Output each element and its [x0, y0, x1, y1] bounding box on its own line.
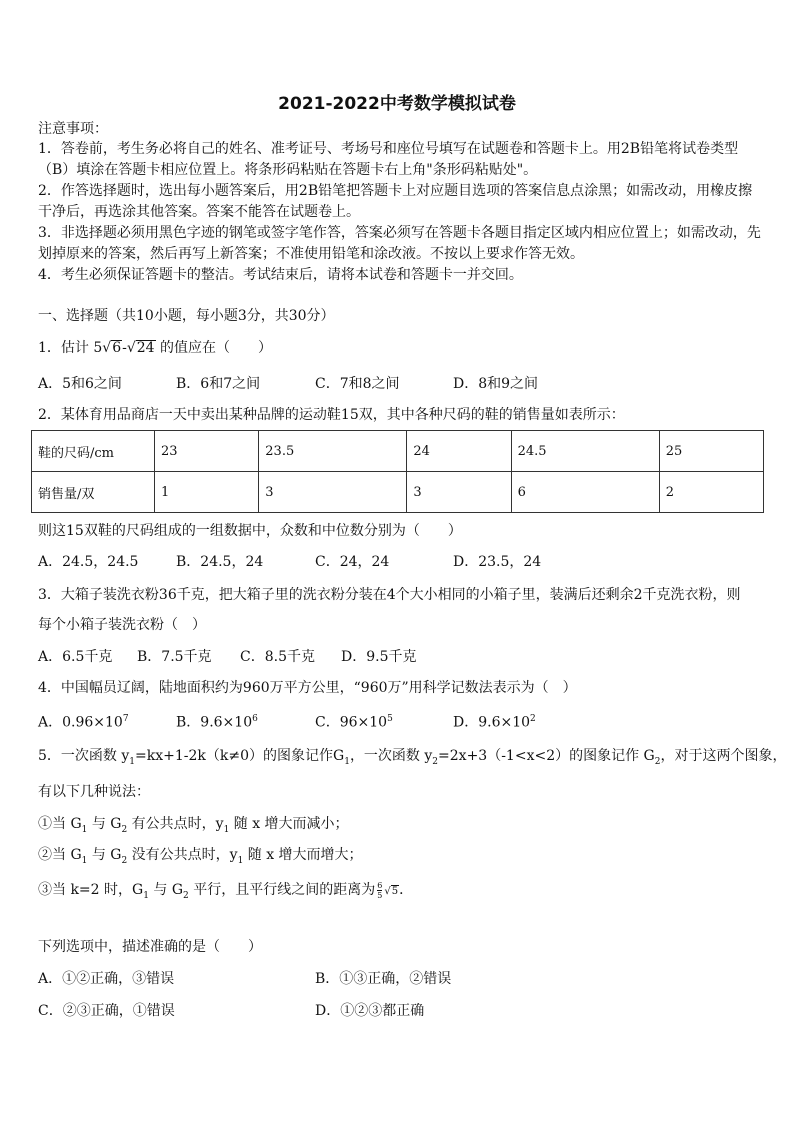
option-text: A．0.96×10	[38, 714, 123, 731]
subscript: 1	[223, 824, 230, 835]
subscript: 1	[344, 756, 350, 767]
notice-line: 1．答卷前，考生务必将自己的姓名、准考证号、考场号和座位号填写在试题卷和答题卡上。用2B铅笔将试卷类型	[38, 141, 739, 157]
table-cell: 24	[407, 431, 511, 472]
option-a[interactable]: A．5和6之间	[38, 376, 122, 392]
table-cell: 3	[407, 472, 511, 513]
statement-2	[38, 846, 363, 870]
statement-1	[38, 815, 349, 839]
notice-line: 干净后，再选涂其他答案。答案不能答在试题卷上。	[38, 204, 360, 220]
text: 有公共点时，y	[127, 816, 224, 832]
table-cell: 23	[155, 431, 259, 472]
table-cell: 25	[659, 431, 763, 472]
subscript: 1	[129, 756, 136, 767]
text: ，一次函数 y	[349, 748, 433, 764]
notice-line: 2．作答选择题时，选出每小题答案后，用2B铅笔把答题卡上对应题目选项的答案信息点涂黑；如需改动，用橡皮擦	[38, 183, 753, 199]
table-cell: 1	[155, 472, 259, 513]
table-cell: 3	[259, 472, 407, 513]
q1-suffix: 的值应在（ ）	[155, 340, 273, 356]
option-c[interactable]: C．7和8之间	[315, 376, 400, 392]
notice-line: 4．考生必须保证答题卡的整洁。考试结束后，请将本试卷和答题卡一并交回。	[38, 267, 523, 283]
option-b[interactable]: B．7.5千克	[137, 649, 212, 665]
page-title: 2021-2022中考数学模拟试卷	[278, 94, 516, 114]
exponent: 6	[252, 714, 258, 724]
subscript: 1	[81, 855, 88, 866]
text: 随 x 增大而增大；	[243, 847, 363, 863]
option-d[interactable]: D．8和9之间	[453, 376, 539, 392]
subscript: 1	[237, 855, 244, 866]
option-a[interactable]: A．6.5千克	[38, 649, 113, 665]
question-2-stem: 2．某体育用品商店一天中卖出某种品牌的运动鞋15双，其中各种尺码的鞋的销售量如表所示：	[38, 407, 625, 423]
subscript: 2	[121, 855, 128, 866]
option-b[interactable]: B．①③正确，②错误	[315, 971, 452, 987]
text: ②当 G	[38, 847, 82, 863]
fraction-numerator: 6	[377, 880, 383, 890]
notice-heading: 注意事项：	[38, 121, 108, 137]
option-a[interactable]	[38, 710, 129, 732]
exponent: 5	[387, 714, 393, 724]
question-3-stem: 3．大箱子装洗衣粉36千克，把大箱子里的洗衣粉分装在4个大小相同的小箱子里，装满后还剩余2千克洗衣粉，则	[38, 587, 741, 603]
radicand: 6	[112, 340, 122, 356]
question-4-stem: 4．中国幅员辽阔，陆地面积约为960万平方公里，“960万”用科学记数法表示为（ ）	[38, 680, 577, 696]
text: 与 G	[87, 847, 122, 863]
shoe-size-table	[31, 430, 764, 513]
option-b[interactable]: B．24.5，24	[176, 554, 264, 570]
exponent: 2	[530, 714, 536, 724]
notice-line: 划掉原来的答案，然后再写上新答案；不准使用铅笔和涂改液。不按以上要求作答无效。	[38, 246, 584, 262]
text: ．	[399, 882, 414, 898]
option-c[interactable]	[315, 710, 393, 732]
option-d[interactable]: D．9.5千克	[341, 649, 417, 665]
statement-3	[38, 878, 413, 908]
option-b[interactable]	[176, 710, 258, 732]
table-header-cell: 鞋的尺码/cm	[32, 431, 155, 472]
table-row	[32, 431, 764, 472]
sqrt-sign: √	[102, 340, 112, 356]
option-text: D．9.6×10	[453, 714, 531, 731]
notice-line: 3．非选择题必须用黑色字迹的钢笔或签字笔作答，答案必须写在答题卡各题目指定区域内相应位置上；如需改动，先	[38, 225, 761, 241]
option-a[interactable]: A．①②正确，③错误	[38, 971, 175, 987]
fraction-denominator: 5	[377, 890, 383, 900]
q1-prefix: 1．估计 5	[38, 340, 103, 356]
text: =2x+3（-1<x<2）的图象记作 G	[438, 748, 655, 764]
question-5-ask: 下列选项中，描述准确的是（ ）	[38, 939, 262, 955]
subscript: 2	[432, 756, 439, 767]
exponent: 7	[122, 714, 129, 724]
table-row	[32, 472, 764, 513]
text: ③当 k=2 时，G	[38, 882, 144, 898]
text: ①当 G	[38, 816, 82, 832]
option-text: C．96×10	[315, 714, 388, 731]
notice-line: （B）填涂在答题卡相应位置上。将条形码粘贴在答题卡右上角"条形码粘贴处"。	[38, 162, 538, 178]
question-1-stem	[38, 339, 272, 357]
option-c[interactable]: C．24，24	[315, 554, 390, 570]
option-b[interactable]: B．6和7之间	[176, 376, 261, 392]
question-5-stem	[38, 747, 786, 771]
radicand: 5	[391, 886, 399, 897]
question-3-stem-cont: 每个小箱子装洗衣粉（ ）	[38, 617, 206, 633]
question-2-ask: 则这15双鞋的尺码组成的一组数据中，众数和中位数分别为（ ）	[38, 523, 462, 539]
option-d[interactable]	[453, 710, 536, 732]
fraction	[377, 881, 382, 900]
text: 随 x 增大而减小；	[229, 816, 349, 832]
text: 5．一次函数 y	[38, 748, 130, 764]
subscript: 1	[81, 824, 88, 835]
option-c[interactable]: C．8.5千克	[240, 649, 315, 665]
minus-sign: -	[122, 340, 127, 356]
table-cell: 23.5	[259, 431, 407, 472]
text: =kx+1-2k（k≠0）的图象记作G	[135, 748, 345, 764]
text: ，对于这两个图象，	[660, 748, 787, 764]
option-c[interactable]: C．②③正确，①错误	[38, 1003, 175, 1019]
subscript: 1	[143, 890, 149, 901]
table-cell: 24.5	[511, 431, 659, 472]
subscript: 2	[654, 756, 661, 767]
table-header-cell: 销售量/双	[32, 472, 155, 513]
text: 平行，且平行线之间的距离为	[188, 882, 376, 898]
subscript: 2	[183, 890, 189, 901]
question-5-intro: 有以下几种说法：	[38, 784, 150, 800]
option-d[interactable]: D．①②③都正确	[315, 1003, 425, 1019]
sqrt-sign: √	[126, 340, 136, 356]
sqrt-sign: √	[384, 886, 391, 897]
subscript: 2	[121, 824, 128, 835]
text: 没有公共点时，y	[127, 847, 238, 863]
section-heading: 一、选择题（共10小题，每小题3分，共30分）	[38, 308, 335, 324]
radicand: 24	[136, 340, 155, 356]
option-d[interactable]: D．23.5，24	[453, 554, 542, 570]
table-cell: 2	[659, 472, 763, 513]
option-text: B．9.6×10	[176, 714, 253, 731]
option-a[interactable]: A．24.5，24.5	[38, 554, 139, 570]
table-cell: 6	[511, 472, 659, 513]
text: 与 G	[148, 882, 184, 898]
text: 与 G	[87, 816, 122, 832]
